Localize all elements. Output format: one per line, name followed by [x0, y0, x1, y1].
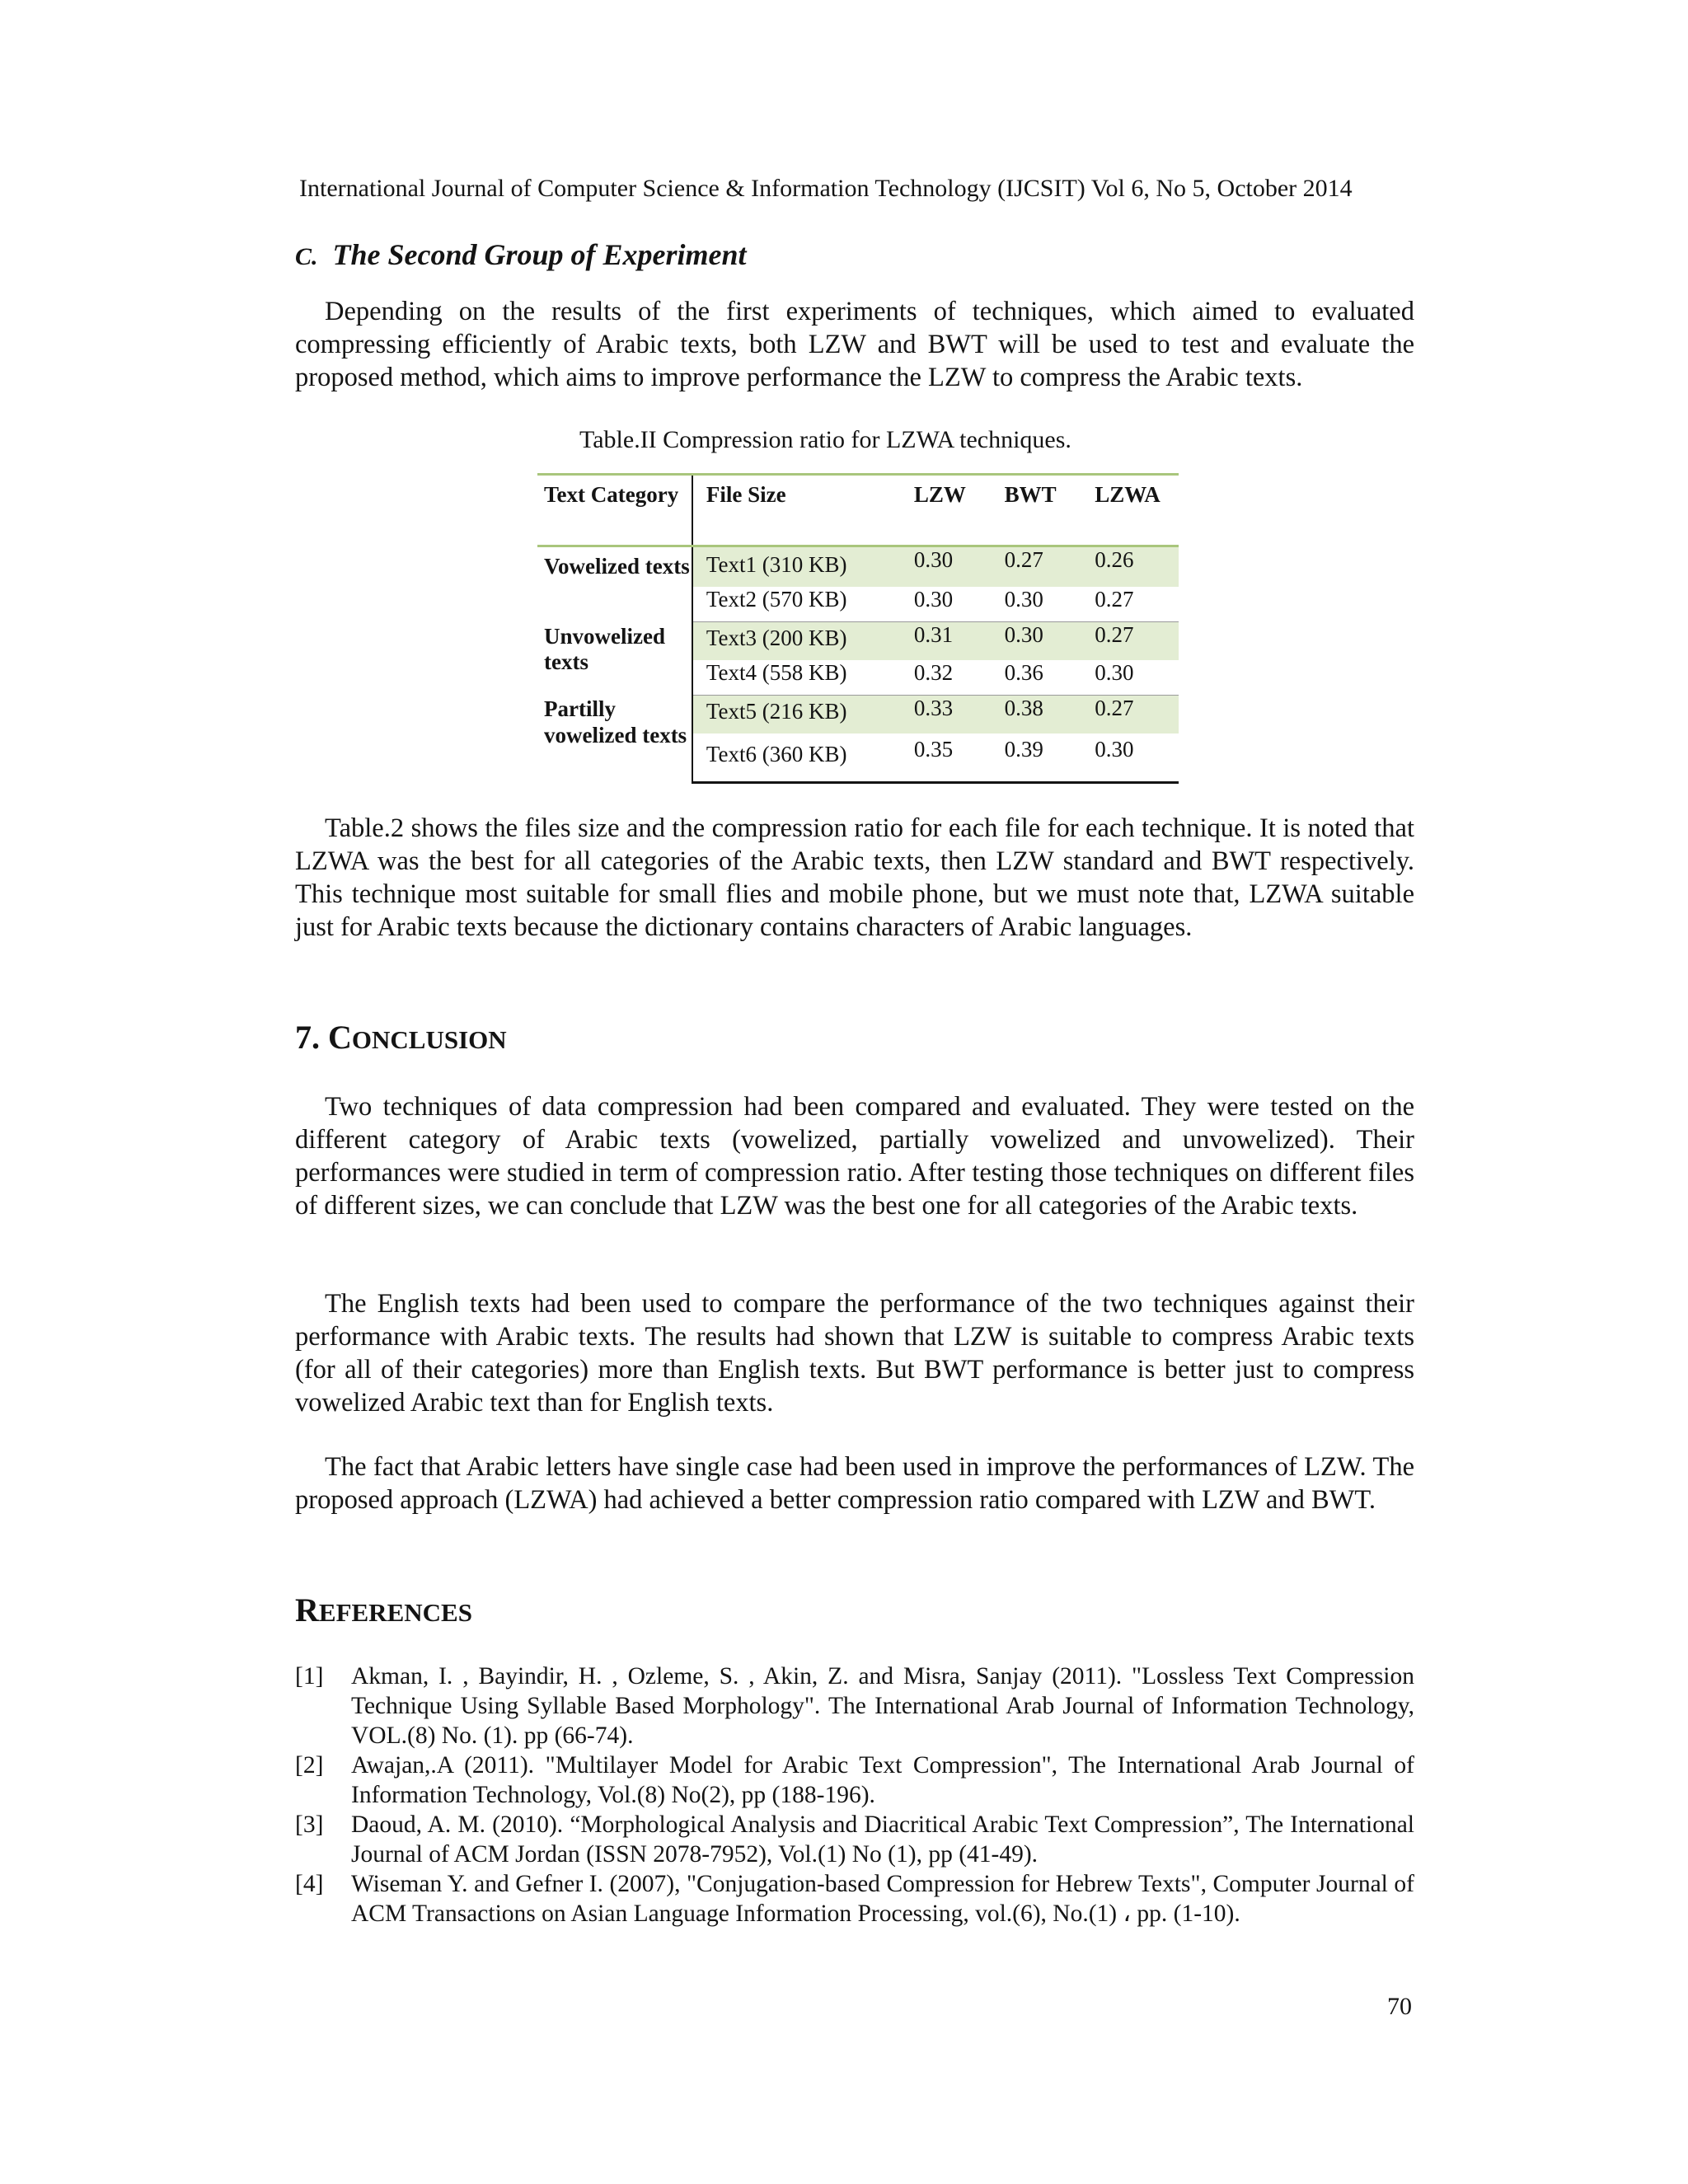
cell-file: Text6 (360 KB) — [692, 733, 907, 783]
category-vowelized: Vowelized texts — [537, 546, 692, 622]
conclusion-paragraph-1: Two techniques of data compression had been compared and evaluated. They were tested on the different category of Arabic texts (vowelized, partially vowelized and unvowelized). Their performances were studied in term of compression ratio. After testing those techniques on different files of different sizes, we can conclude that LZW was the best one for all categories of the Arabic texts. — [295, 1092, 1414, 1221]
subsection-heading — [295, 237, 747, 272]
reference-item — [295, 1869, 1414, 1929]
cell-file: Text3 (200 KB) — [692, 622, 907, 661]
compression-table — [537, 473, 1179, 784]
subsection-title: The Second Group of Experiment — [332, 238, 747, 271]
table-row — [537, 622, 1179, 661]
running-header: International Journal of Computer Science & Information Technology (IJCSIT) Vol 6, No 5, October 2014 — [299, 175, 1353, 202]
reference-item — [295, 1810, 1414, 1869]
cell-bwt: 0.38 — [998, 696, 1089, 734]
conclusion-heading — [295, 1018, 507, 1057]
cell-file: Text2 (570 KB) — [692, 587, 907, 622]
cell-lzw: 0.31 — [907, 622, 998, 661]
intro-paragraph: Depending on the results of the first experiments of techniques, which aimed to evaluated compressing efficiently of Arabic texts, both LZW and BWT will be used to test and evaluate the proposed method, which aims to improve performance the LZW to compress the Arabic texts. — [295, 297, 1414, 392]
reference-item — [295, 1750, 1414, 1810]
table-row — [537, 696, 1179, 734]
references-title-rest: EFERENCES — [318, 1598, 472, 1627]
cell-bwt: 0.27 — [998, 546, 1089, 588]
reference-item — [295, 1661, 1414, 1750]
conclusion-paragraph-2: The English texts had been used to compare the performance of the two techniques against their performance with Arabic texts. The results had shown that LZW is suitable to compress Arabic texts (for all of their categories) more than English texts. But BWT performance is better just to compress vowelized Arabic text than for English texts. — [295, 1289, 1414, 1418]
references-heading — [295, 1591, 472, 1629]
conclusion-title-rest: ONCLUSION — [351, 1025, 507, 1054]
header-category: Text Category — [537, 475, 692, 546]
cell-lzw: 0.33 — [907, 696, 998, 734]
cell-lzwa: 0.26 — [1088, 546, 1179, 588]
reference-text: Akman, I. , Bayindir, H. , Ozleme, S. , Akin, Z. and Misra, Sanjay (2011). "Lossless Text Compression Technique Using Syllable Based Morphology". The International Arab Journal of Information Technology, VOL.(8) No. (1). pp (66-74). — [351, 1663, 1414, 1749]
reference-number: [1] — [295, 1663, 324, 1690]
cell-file: Text5 (216 KB) — [692, 696, 907, 734]
page-number: 70 — [1387, 1993, 1412, 2020]
cell-lzw: 0.30 — [907, 587, 998, 622]
reference-number: [3] — [295, 1811, 324, 1838]
table-discussion-paragraph: Table.2 shows the files size and the compression ratio for each file for each technique. It is noted that LZWA was the best for all categories of the Arabic texts, then LZW standard and BWT respectively. This technique most suitable for small flies and mobile phone, but we must note that, LZWA suitable just for Arabic texts because the dictionary contains characters of Arabic languages. — [295, 813, 1414, 942]
cell-lzw: 0.32 — [907, 660, 998, 696]
conclusion-title-initial: C — [328, 1019, 352, 1056]
cell-bwt: 0.30 — [998, 587, 1089, 622]
cell-lzwa: 0.30 — [1088, 660, 1179, 696]
subsection-letter: C. — [295, 243, 318, 270]
category-unvowelized: Unvowelized texts — [537, 622, 692, 696]
cell-lzw: 0.35 — [907, 733, 998, 783]
cell-lzwa: 0.30 — [1088, 733, 1179, 783]
reference-number: [4] — [295, 1871, 324, 1897]
reference-list — [295, 1661, 1414, 1929]
reference-text: Awajan,.A (2011). "Multilayer Model for Arabic Text Compression", The International Arab Journal of Information Technology, Vol.(8) No(2), pp (188-196). — [351, 1752, 1414, 1808]
header-file-size: File Size — [692, 475, 907, 546]
reference-text: Daoud, A. M. (2010). “Morphological Analysis and Diacritical Arabic Text Compression”, The International Journal of ACM Jordan (ISSN 2078-7952), Vol.(1) No (1), pp (41-49). — [351, 1811, 1414, 1868]
conclusion-paragraph-3: The fact that Arabic letters have single case had been used in improve the performances of LZW. The proposed approach (LZWA) had achieved a better compression ratio compared with LZW and BWT. — [295, 1452, 1414, 1515]
reference-text: Wiseman Y. and Gefner I. (2007), "Conjugation-based Compression for Hebrew Texts", Computer Journal of ACM Transactions on Asian Language Information Processing, vol.(6), No.(1) ، pp. (1-10). — [351, 1871, 1414, 1927]
cell-lzw: 0.30 — [907, 546, 998, 588]
conclusion-number: 7. — [295, 1019, 320, 1056]
cell-lzwa: 0.27 — [1088, 622, 1179, 661]
cell-lzwa: 0.27 — [1088, 587, 1179, 622]
cell-file: Text1 (310 KB) — [692, 546, 907, 588]
table-header-row — [537, 475, 1179, 546]
cell-lzwa: 0.27 — [1088, 696, 1179, 734]
header-lzw: LZW — [907, 475, 998, 546]
category-partially-vowelized: Partilly vowelized texts — [537, 696, 692, 783]
references-title-initial: R — [295, 1591, 319, 1629]
reference-number: [2] — [295, 1752, 324, 1779]
cell-bwt: 0.39 — [998, 733, 1089, 783]
header-lzwa: LZWA — [1088, 475, 1179, 546]
cell-bwt: 0.30 — [998, 622, 1089, 661]
header-bwt: BWT — [998, 475, 1089, 546]
table-row — [537, 546, 1179, 588]
cell-file: Text4 (558 KB) — [692, 660, 907, 696]
table-caption: Table.II Compression ratio for LZWA techniques. — [579, 426, 1071, 453]
cell-bwt: 0.36 — [998, 660, 1089, 696]
